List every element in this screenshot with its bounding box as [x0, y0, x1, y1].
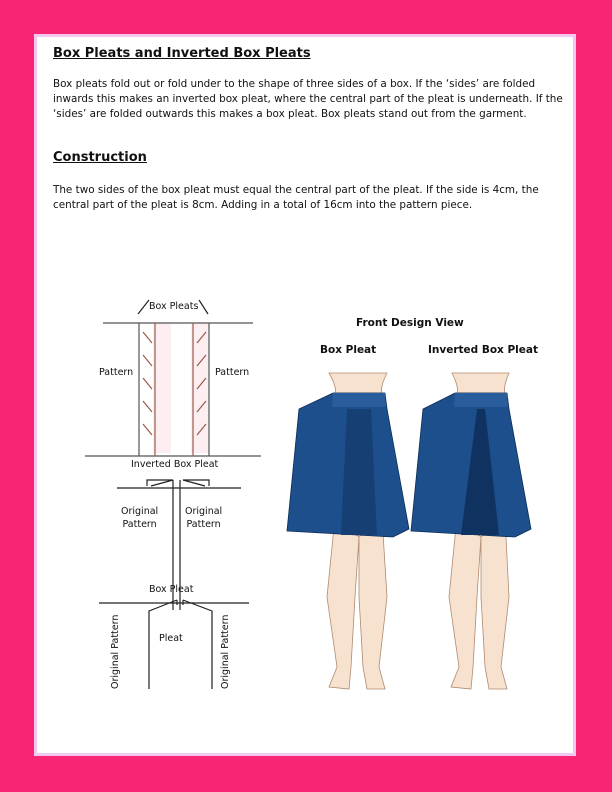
skirt-illustrations: [287, 373, 531, 689]
construction-paragraph: The two sides of the box pleat must equal the central part of the pleat. If the side is 4cm, the central part of the pleat is 8cm. Adding in a total of 16cm into the pattern piece.: [53, 184, 539, 211]
page-title: Box Pleats and Inverted Box Pleats: [53, 46, 311, 61]
label-original-pattern-left: Original Pattern: [121, 506, 159, 530]
design-view-title: Front Design View: [356, 317, 464, 329]
label-original-pattern-right: Original Pattern: [185, 506, 223, 530]
label-pattern-left: Pattern: [99, 367, 134, 378]
intro-paragraph: Box pleats fold out or fold under to the shape of three sides of a box. If the ‘sides’ are folded inwards this makes an inverted box pleat, where the central part of the pleat is underneath. If the ‘sides’ are folded outwards this makes a box pleat. Box pleats stand out from the garment.: [53, 78, 563, 120]
label-inverted-box-pleat: Inverted Box Pleat: [131, 459, 219, 470]
construction-heading: Construction: [53, 150, 147, 165]
skirt-box-pleat: [287, 393, 409, 537]
document-page: [34, 34, 576, 756]
label-box-pleat: Box Pleat: [149, 584, 194, 595]
design-label-inverted-box-pleat: Inverted Box Pleat: [428, 344, 539, 356]
label-box-pleats: Box Pleats: [149, 301, 199, 312]
skirt-inverted-box-pleat: [411, 393, 531, 537]
design-label-box-pleat: Box Pleat: [320, 344, 377, 356]
label-pattern-right: Pattern: [215, 367, 250, 378]
label-pleat: Pleat: [159, 633, 183, 644]
label-original-pattern-vertical-right: Original Pattern: [220, 614, 231, 689]
label-original-pattern-vertical-left: Original Pattern: [110, 614, 121, 689]
